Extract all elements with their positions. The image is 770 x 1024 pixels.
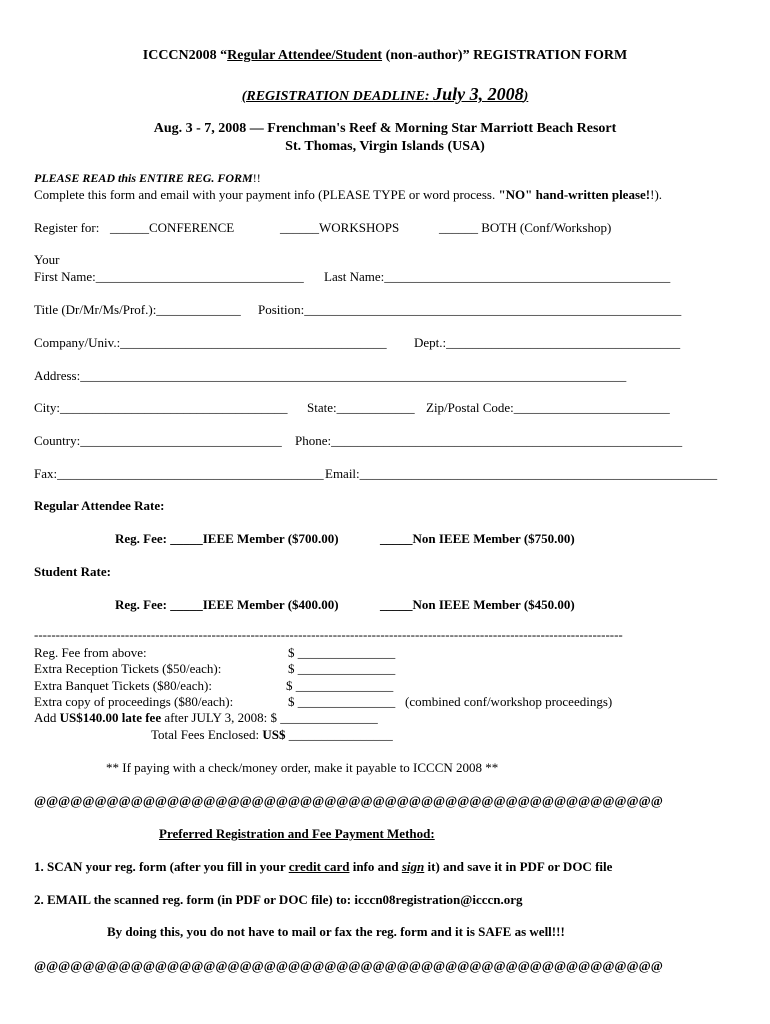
check-payable-note: ** If paying with a check/money order, make it payable to ICCCN 2008 ** [106,760,499,775]
register-for-label: Register for: [34,220,100,235]
reg-fee-amount-field[interactable]: $ _______________ [288,645,396,660]
proceedings-amount-field[interactable]: $ _______________ [288,694,396,709]
step2-text: 2. EMAIL the scanned reg. form (in PDF or DOC file) to: [34,892,355,907]
deadline-close: ) [523,89,529,104]
student-ieee-option[interactable]: Reg. Fee: _____IEEE Member ($400.00) [115,597,339,612]
reception-amount-field[interactable]: $ _______________ [288,661,396,676]
email-field[interactable]: Email:_______________________________________________________ [325,466,718,481]
total-fees-field[interactable]: ________________ [285,727,393,742]
title-field[interactable]: Title (Dr/Mr/Ms/Prof.):_____________ [34,302,241,317]
phone-field[interactable]: Phone:______________________________________________________ [295,433,683,448]
registration-email-link[interactable]: icccn08registration@icccn.org [354,892,523,907]
separator-at-line-top: @@@@@@@@@@@@@@@@@@@@@@@@@@@@@@@@@@@@@@@@@@@@@@@@@@@@ [34,793,663,808]
registration-deadline [0,86,770,105]
event-dates-venue: Aug. 3 - 7, 2008 — Frenchman's Reef & Morning Star Marriott Beach Resort [153,121,617,136]
total-fees-label: Total Fees Enclosed: [151,727,263,742]
dashed-divider: ---------------------------------------------------------------------------------------------------------------------------------------- [34,627,623,642]
title-suffix: (non-author)” REGISTRATION FORM [382,48,628,63]
regular-rate-heading: Regular Attendee Rate: [34,498,165,513]
read-form-bang: !! [252,171,261,185]
event-location: St. Thomas, Virgin Islands (USA) [285,139,485,154]
reg-fee-label: Reg. Fee from above: [34,645,147,660]
regular-non-ieee-option[interactable]: _____Non IEEE Member ($750.00) [380,531,575,546]
banquet-label: Extra Banquet Tickets ($80/each): [34,678,212,693]
title-attendee-type: Regular Attendee/Student [227,48,383,63]
step1-text-b: info and [349,859,402,874]
position-field[interactable]: Position:__________________________________________________________ [258,302,682,317]
safe-note: By doing this, you do not have to mail or fax the reg. form and it is SAFE as well!!! [107,924,565,939]
step1-sign: sign [401,859,425,874]
zip-field[interactable]: Zip/Postal Code:________________________ [426,400,670,415]
step1-credit-card: credit card [288,859,350,874]
complete-text: Complete this form and email with your payment info (PLEASE TYPE or word process. [34,187,499,202]
country-field[interactable]: Country:_______________________________ [34,433,282,448]
dept-field[interactable]: Dept.:____________________________________ [414,335,681,350]
read-form-notice: PLEASE READ this ENTIRE REG. FORM [34,171,253,185]
last-name-field[interactable]: Last Name:____________________________________________ [324,269,671,284]
deadline-date: July 3, 2008 [433,84,524,104]
step-1-scan [34,859,612,875]
late-fee-suffix: after JULY 3, 2008: [161,710,271,725]
late-fee-prefix: Add [34,710,60,725]
no-handwritten-notice: "NO" hand-written please! [498,187,651,202]
register-workshops-field[interactable]: ______WORKSHOPS [280,220,400,235]
student-non-ieee-option[interactable]: _____Non IEEE Member ($450.00) [380,597,575,612]
form-title [0,48,770,64]
step1-text-a: 1. SCAN your reg. form (after you fill in your [34,859,289,874]
address-field[interactable]: Address:____________________________________________________________________________________ [34,368,627,383]
register-conference-field[interactable]: ______CONFERENCE [110,220,235,235]
reception-label: Extra Reception Tickets ($50/each): [34,661,222,676]
total-fees-line [151,727,393,743]
complete-instruction [34,187,662,203]
separator-at-line-bottom: @@@@@@@@@@@@@@@@@@@@@@@@@@@@@@@@@@@@@@@@@@@@@@@@@@@@ [34,958,663,973]
complete-text-end: !). [650,187,663,202]
your-label: Your [34,252,60,267]
late-fee-amount-text: US$140.00 late fee [59,710,162,725]
city-field[interactable]: City:___________________________________ [34,400,288,415]
proceedings-label: Extra copy of proceedings ($80/each): [34,694,234,709]
title-prefix: ICCCN2008 “ [142,48,228,63]
company-field[interactable]: Company/Univ.:_________________________________________ [34,335,387,350]
read-instruction [34,170,261,186]
payment-method-heading: Preferred Registration and Fee Payment Method: [159,826,435,841]
proceedings-note: (combined conf/workshop proceedings) [405,694,613,709]
late-fee-label [34,710,378,726]
step-2-email [34,892,523,908]
fax-field[interactable]: Fax:_________________________________________ [34,466,324,481]
state-field[interactable]: State:____________ [307,400,415,415]
banquet-amount-field[interactable]: $ _______________ [286,678,394,693]
register-both-field[interactable]: ______ BOTH (Conf/Workshop) [439,220,612,235]
total-fees-currency: US$ [262,727,286,742]
step1-text-c: it) and save it in PDF or DOC file [424,859,613,874]
regular-ieee-option[interactable]: Reg. Fee: _____IEEE Member ($700.00) [115,531,339,546]
deadline-label: (REGISTRATION DEADLINE: [241,89,434,104]
student-rate-heading: Student Rate: [34,564,111,579]
late-fee-amount-field[interactable]: $ _______________ [270,710,378,725]
first-name-field[interactable]: First Name:________________________________ [34,269,304,284]
